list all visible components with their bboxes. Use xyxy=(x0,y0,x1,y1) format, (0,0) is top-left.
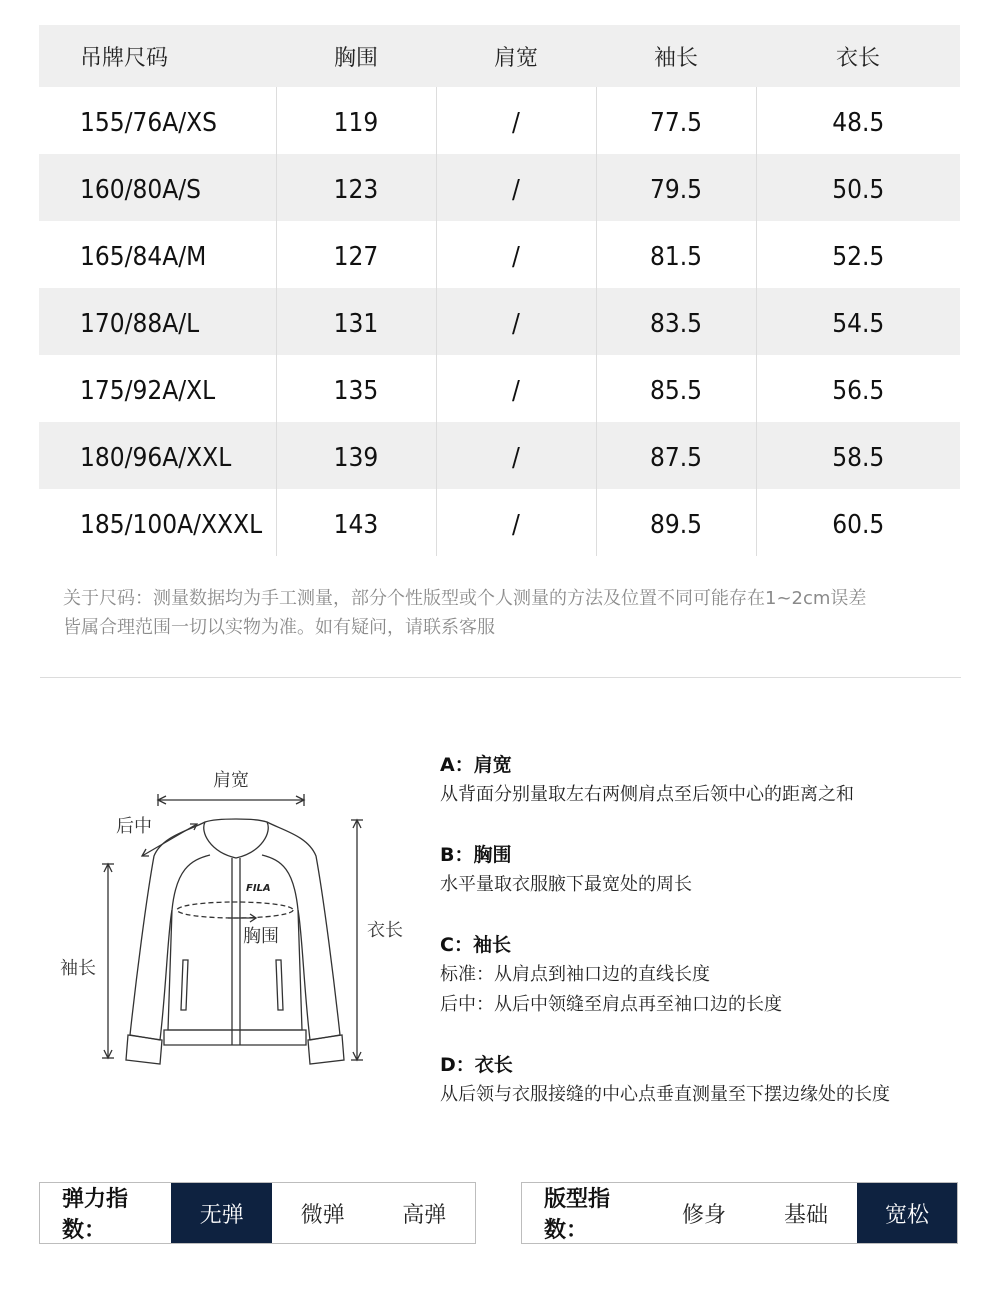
size-note-line-2: 皆属合理范围一切以实物为准。如有疑问，请联系客服 xyxy=(63,617,495,638)
cell-chest: 139 xyxy=(276,422,436,489)
measurement-text: 从后领与衣服接缝的中心点垂直测量至下摆边缘处的长度 xyxy=(440,1084,890,1105)
fit-index xyxy=(521,1182,958,1244)
elasticity-option-slight[interactable]: 微弹 xyxy=(300,1202,345,1228)
cell-sleeve: 89.5 xyxy=(596,489,756,556)
cell-size: 160/80A/S xyxy=(39,154,276,221)
header-size: 吊牌尺码 xyxy=(39,25,276,87)
size-table xyxy=(39,25,960,556)
cell-chest: 143 xyxy=(276,489,436,556)
cell-chest: 135 xyxy=(276,355,436,422)
measurement-chest xyxy=(440,840,980,900)
diagram-label-shoulder: 肩宽 xyxy=(213,770,249,791)
measurement-title: D：衣长 xyxy=(440,1054,513,1076)
size-note xyxy=(63,584,963,642)
measurement-title: B：胸围 xyxy=(440,844,512,866)
table-row xyxy=(39,355,960,422)
elasticity-index xyxy=(39,1182,476,1244)
cell-sleeve: 85.5 xyxy=(596,355,756,422)
header-shoulder: 肩宽 xyxy=(436,25,596,87)
table-header-row xyxy=(39,25,960,87)
cell-shoulder: / xyxy=(436,355,596,422)
cell-chest: 131 xyxy=(276,288,436,355)
measurement-sleeve xyxy=(440,930,980,1020)
cell-shoulder: / xyxy=(436,422,596,489)
jacket-diagram xyxy=(50,760,420,1090)
elasticity-option-high[interactable]: 高弹 xyxy=(402,1202,447,1228)
cell-length: 50.5 xyxy=(756,154,960,221)
diagram-label-sleeve: 袖长 xyxy=(60,958,96,979)
size-note-line-1: 关于尺码：测量数据均为手工测量，部分个性版型或个人测量的方法及位置不同可能存在1~2cm误差 xyxy=(63,588,867,609)
measurement-text: 水平量取衣服腋下最宽处的周长 xyxy=(440,874,692,895)
cell-length: 48.5 xyxy=(756,87,960,154)
fit-option-slim[interactable]: 修身 xyxy=(681,1202,726,1228)
cell-size: 165/84A/M xyxy=(80,241,207,272)
cell-sleeve: 77.5 xyxy=(596,87,756,154)
cell-length: 60.5 xyxy=(756,489,960,556)
cell-chest: 127 xyxy=(276,221,436,288)
diagram-label-length: 衣长 xyxy=(367,920,403,941)
cell-length: 52.5 xyxy=(756,221,960,288)
cell-sleeve: 79.5 xyxy=(596,154,756,221)
measurement-title: A：肩宽 xyxy=(440,754,512,776)
diagram-label-back-center: 后中 xyxy=(116,816,152,837)
cell-shoulder: / xyxy=(436,489,596,556)
cell-length: 58.5 xyxy=(756,422,960,489)
elasticity-label: 弹力指数： xyxy=(62,1187,129,1243)
cell-shoulder: / xyxy=(436,87,596,154)
cell-size: 170/88A/L xyxy=(39,288,276,355)
table-row xyxy=(39,221,960,288)
cell-shoulder: / xyxy=(436,221,596,288)
cell-shoulder: / xyxy=(436,154,596,221)
section-divider xyxy=(40,677,961,678)
cell-size: 175/92A/XL xyxy=(80,375,216,406)
cell-size: 180/96A/XXL xyxy=(39,422,276,489)
fila-logo: FILA xyxy=(246,883,271,894)
fit-label: 版型指数： xyxy=(544,1187,611,1243)
table-row xyxy=(39,288,960,355)
measurement-title: C：袖长 xyxy=(440,934,511,956)
cell-shoulder: / xyxy=(436,288,596,355)
cell-length: 54.5 xyxy=(756,288,960,355)
elasticity-option-none[interactable]: 无弹 xyxy=(171,1183,272,1243)
jacket-outline-icon xyxy=(50,760,420,1090)
table-row xyxy=(39,154,960,221)
cell-size: 185/100A/XXXL xyxy=(80,509,263,540)
cell-sleeve: 83.5 xyxy=(596,288,756,355)
cell-sleeve: 87.5 xyxy=(596,422,756,489)
cell-size: 155/76A/XS xyxy=(80,107,218,138)
header-sleeve: 袖长 xyxy=(596,25,756,87)
measurement-shoulder xyxy=(440,750,980,810)
measurement-length xyxy=(440,1050,980,1110)
table-row xyxy=(39,422,960,489)
header-chest: 胸围 xyxy=(276,25,436,87)
table-row xyxy=(39,489,960,556)
measurement-text: 后中：从后中领缝至肩点再至袖口边的长度 xyxy=(440,994,782,1015)
header-length: 衣长 xyxy=(756,25,960,87)
measurement-text: 从背面分别量取左右两侧肩点至后领中心的距离之和 xyxy=(440,784,854,805)
cell-length: 56.5 xyxy=(756,355,960,422)
table-row xyxy=(39,87,960,154)
measurement-text: 标准：从肩点到袖口边的直线长度 xyxy=(440,964,710,985)
fit-option-regular[interactable]: 基础 xyxy=(783,1202,828,1228)
diagram-label-chest: 胸围 xyxy=(243,926,279,947)
cell-chest: 123 xyxy=(276,154,436,221)
cell-sleeve: 81.5 xyxy=(596,221,756,288)
fit-option-loose[interactable]: 宽松 xyxy=(857,1183,957,1243)
cell-chest: 119 xyxy=(276,87,436,154)
